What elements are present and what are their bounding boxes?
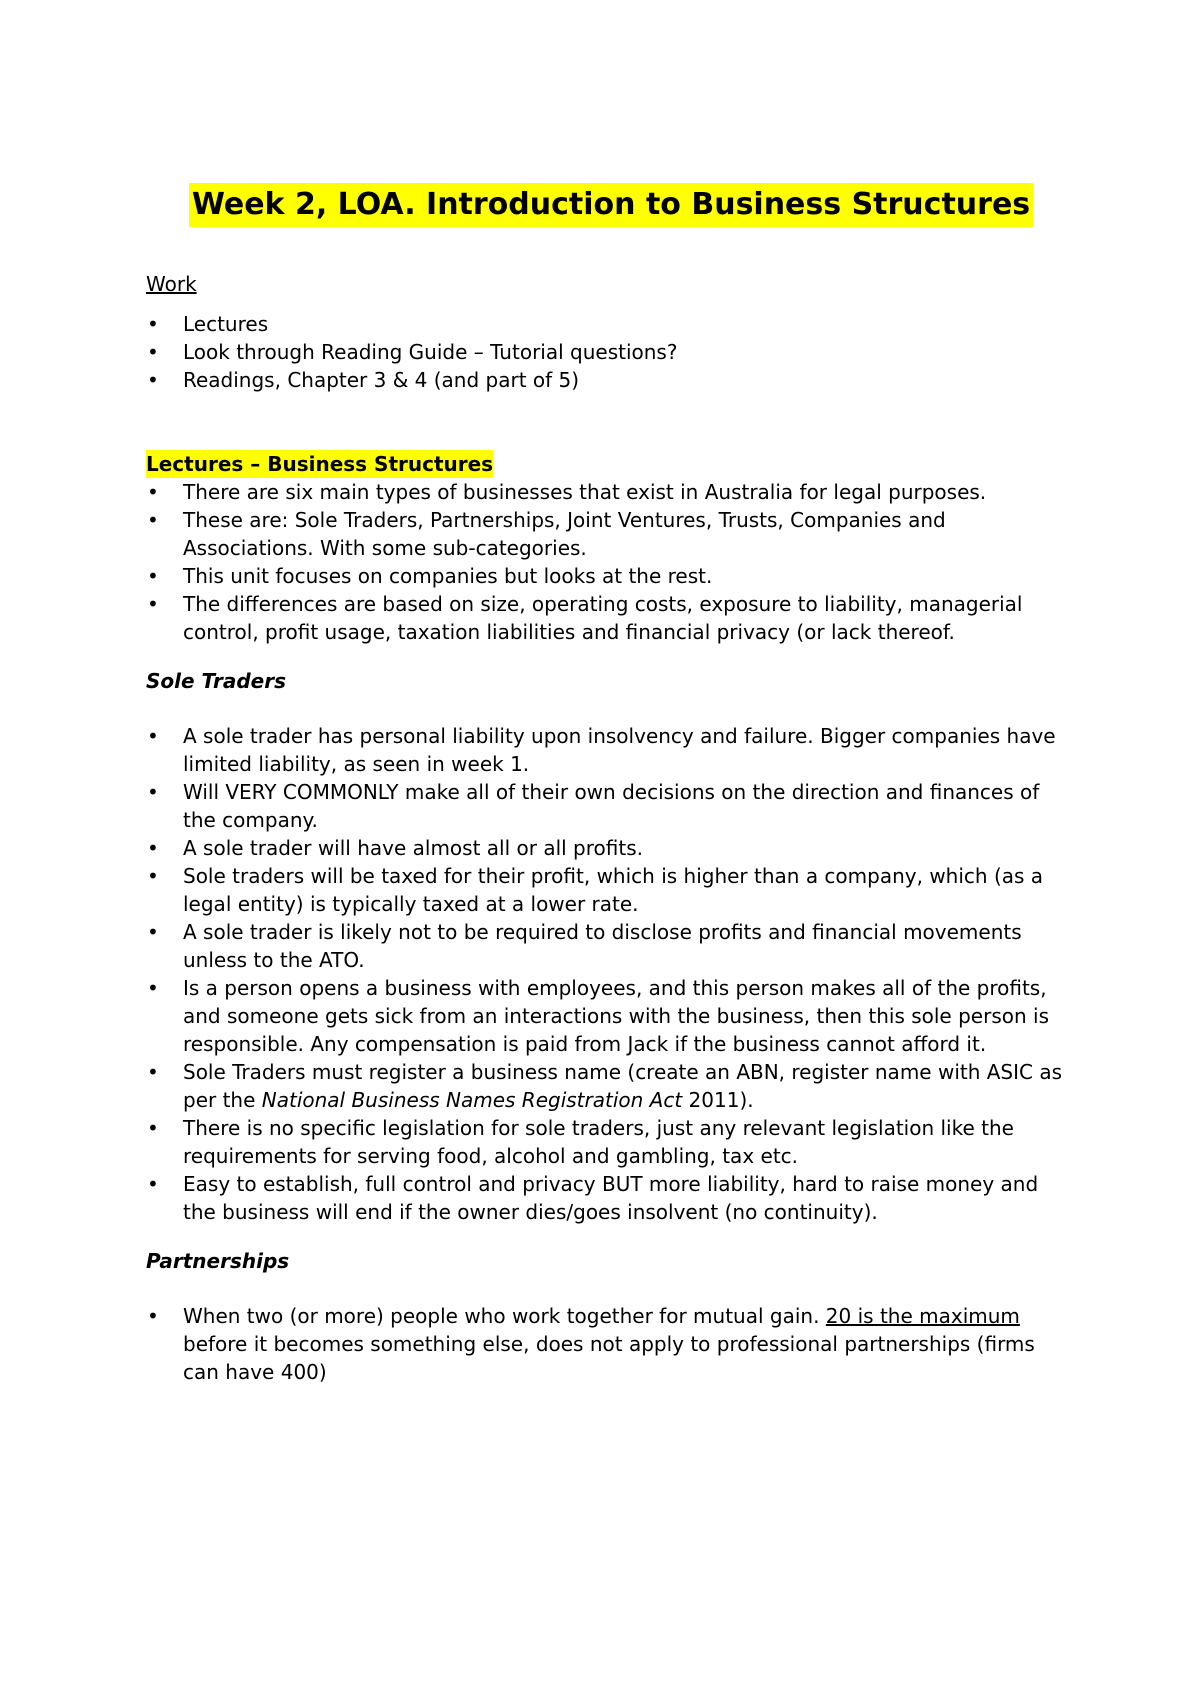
list-item [146,778,1076,834]
list-item-text: Will VERY COMMONLY make all of their own decisions on the direction and finances of the company. [183,780,1040,832]
list-item [146,366,1076,394]
list-item [146,862,1076,918]
bullet-icon: • [147,592,159,616]
list-item [146,338,1076,366]
bullet-icon: • [147,564,159,588]
list-item-text: Readings, Chapter 3 & 4 (and part of 5) [183,368,580,392]
lectures-list [146,478,1076,646]
bullet-icon: • [147,780,159,804]
partnerships-heading: Partnerships [146,1249,290,1273]
list-item-text: These are: Sole Traders, Partnerships, Joint Ventures, Trusts, Companies and Associations. With some sub-categories. [183,508,946,560]
lectures-heading-row [146,450,1076,478]
bullet-icon: • [147,480,159,504]
list-item-text: Is a person opens a business with employees, and this person makes all of the profits, and someone gets sick from an interactions with the business, then this sole person is responsible. Any compensation is paid from Jack if the business cannot afford it. [183,976,1049,1056]
list-item-text: Sole Traders must register a business name (create an ABN, register name with ASIC as per the [183,1060,1063,1112]
bullet-icon: • [147,920,159,944]
spacer [146,394,1076,450]
list-item-text: There is no specific legislation for sole traders, just any relevant legislation like the requirements for serving food, alcohol and gambling, tax etc. [183,1116,1014,1168]
bullet-icon: • [147,1060,159,1084]
list-item-text: 2011). [682,1088,754,1112]
document-body [146,183,1076,1386]
bullet-icon: • [147,312,159,336]
bullet-icon: • [147,368,159,392]
list-item-text: The differences are based on size, operating costs, exposure to liability, managerial control, profit usage, taxation liabilities and financial privacy (or lack thereof. [183,592,1023,644]
list-item-text: Lectures [183,312,269,336]
sole-traders-heading: Sole Traders [146,669,286,693]
list-item-text: A sole trader has personal liability upon insolvency and failure. Bigger companies have limited liability, as seen in week 1. [183,724,1056,776]
list-item-text: A sole trader is likely not to be required to disclose profits and financial movements unless to the ATO. [183,920,1022,972]
bullet-icon: • [147,976,159,1000]
list-item-text: Easy to establish, full control and privacy BUT more liability, hard to raise money and the business will end if the owner dies/goes insolvent (no continuity). [183,1172,1039,1224]
list-item [146,722,1076,778]
sole-traders-list [146,722,1076,1226]
list-item-text: Sole traders will be taxed for their profit, which is higher than a company, which (as a legal entity) is typically taxed at a lower rate. [183,864,1044,916]
work-list [146,310,1076,394]
bullet-icon: • [147,340,159,364]
bullet-icon: • [147,1304,159,1328]
bullet-icon: • [147,724,159,748]
list-item [146,1058,1076,1114]
list-item [146,590,1076,646]
list-item-text: There are six main types of businesses that exist in Australia for legal purposes. [183,480,987,504]
bullet-icon: • [147,864,159,888]
lectures-heading: Lectures – Business Structures [146,452,494,476]
list-item-text: This unit focuses on companies but looks at the rest. [183,564,713,588]
work-label: Work [146,272,197,296]
list-item [146,1114,1076,1170]
list-item [146,506,1076,562]
underlined-text: 20 is the maximum [825,1304,1020,1328]
list-item [146,310,1076,338]
partnerships-list [146,1302,1076,1386]
list-item-text: before it becomes something else, does not apply to professional partnerships (firms can have 400) [183,1332,1035,1384]
bullet-icon: • [147,1172,159,1196]
bullet-icon: • [147,508,159,532]
title-row [146,183,1076,235]
list-item-text: Look through Reading Guide – Tutorial questions? [183,340,678,364]
act-name: National Business Names Registration Act [261,1088,683,1112]
list-item [146,478,1076,506]
list-item-text: When two (or more) people who work together for mutual gain. [183,1304,826,1328]
list-item [146,918,1076,974]
document-title: Week 2, LOA. Introduction to Business Structures [189,183,1033,227]
list-item [146,1170,1076,1226]
list-item [146,834,1076,862]
list-item-text: A sole trader will have almost all or all profits. [183,836,643,860]
list-item [146,1302,1076,1386]
list-item [146,562,1076,590]
bullet-icon: • [147,836,159,860]
bullet-icon: • [147,1116,159,1140]
list-item [146,974,1076,1058]
